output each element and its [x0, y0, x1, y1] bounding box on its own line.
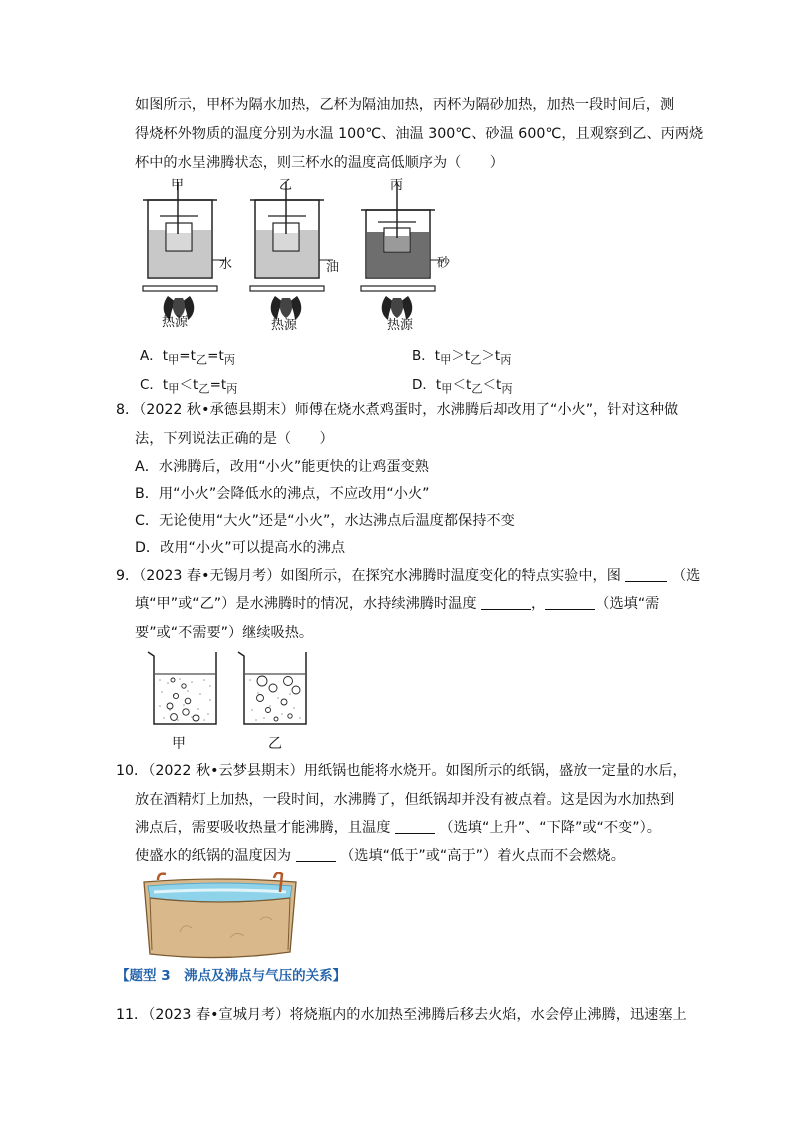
- q9-blank-1[interactable]: [625, 567, 667, 582]
- q7-option-c: C．$t_甲<t_乙=t_丙$: [140, 377, 238, 396]
- q7-beaker-figure: [140, 178, 460, 333]
- q10-blank-2[interactable]: [296, 847, 336, 862]
- q7-line-2: 得烧杯外物质的温度分别为水温 100℃、油温 300℃、砂温 600℃，且观察到乙、丙两烧: [135, 126, 704, 142]
- q10-paper-pot-figure: [140, 872, 300, 960]
- q8-line-2: 法，下列说法正确的是（ ）: [135, 431, 334, 447]
- beaker-jia-bubbles: [148, 652, 216, 724]
- q9-bubble-figure: [140, 648, 320, 750]
- beaker-label-yi: 乙: [279, 178, 293, 193]
- q7-option-d: D．$t_甲<t_乙<t_丙$: [412, 377, 513, 396]
- q10-line-3: 沸点后，需要吸收热量才能沸腾，且温度 （选填“上升”、“下降”或“不变”）。: [135, 820, 661, 836]
- beaker-label-jia: 甲: [171, 178, 185, 193]
- q11-line-1: 11．（2023 春•宣城月考）将烧瓶内的水加热至沸腾后移去火焰，水会停止沸腾，迅速塞上: [116, 1007, 687, 1023]
- section-heading: 【题型 3 沸点及沸点与气压的关系】: [116, 968, 347, 984]
- q10-line-4: 使盛水的纸锅的温度因为 （选填“低于”或“高于”）着火点而不会燃烧。: [135, 848, 625, 864]
- q9-line-3: 要”或“不需要”）继续吸热。: [135, 625, 314, 641]
- q8-option-d: D．改用“小火”可以提高水的沸点: [135, 540, 346, 556]
- q9-blank-2[interactable]: [481, 595, 531, 610]
- bubble-diagram: [140, 648, 320, 728]
- q9-blank-3[interactable]: [545, 595, 595, 610]
- q9-line-2: 填“甲”或“乙”）是水沸腾时的情况，水持续沸腾时温度 ， （选填“需: [135, 596, 660, 612]
- q9-figure-label-yi: 乙: [268, 736, 282, 752]
- beaker-side-label-sand: 砂: [437, 256, 451, 271]
- paper-pot-drawing: [140, 872, 300, 960]
- q8-line-1: 8．（2022 秋•承德县期末）师傅在烧水煮鸡蛋时，水沸腾后却改用了“小火”，针对这种做: [116, 402, 679, 418]
- q10-line-1: 10．（2022 秋•云梦县期末）用纸锅也能将水烧开。如图所示的纸锅，盛放一定量的水后，: [116, 763, 687, 779]
- q10-blank-1[interactable]: [395, 819, 435, 834]
- q9-line-1: 9．（2023 春•无锡月考）如图所示，在探究水沸腾时温度变化的特点实验中，图 （选: [116, 568, 701, 584]
- beaker-side-label-oil: 油: [326, 260, 340, 275]
- beaker-side-label-water: 水: [219, 257, 233, 272]
- heat-source-label-2: 热源: [271, 318, 298, 333]
- q7-line-1: 如图所示，甲杯为隔水加热，乙杯为隔油加热，丙杯为隔砂加热，加热一段时间后，测: [135, 97, 675, 113]
- q7-option-a: A．$t_甲=t_乙=t_丙$: [140, 348, 236, 367]
- q8-option-b: B．用“小火”会降低水的沸点，不应改用“小火”: [135, 486, 430, 502]
- heat-source-label-1: 热源: [162, 315, 189, 330]
- q7-option-b: B．$t_甲>t_乙>t_丙$: [412, 348, 512, 367]
- q8-option-c: C．无论使用“大火”还是“小火”，水达沸点后温度都保持不变: [135, 513, 515, 529]
- heat-source-label-3: 热源: [387, 318, 414, 333]
- q8-option-a: A．水沸腾后，改用“小火”能更快的让鸡蛋变熟: [135, 459, 429, 475]
- beaker-jia: [143, 182, 226, 320]
- beaker-label-bing: 丙: [390, 178, 404, 193]
- beaker-diagram: [140, 178, 460, 333]
- beaker-yi-bubbles: [238, 652, 306, 724]
- q7-line-3: 杯中的水呈沸腾状态，则三杯水的温度高低顺序为（ ）: [135, 155, 504, 171]
- q10-line-2: 放在酒精灯上加热，一段时间，水沸腾了，但纸锅却并没有被点着。这是因为水加热到: [135, 792, 675, 808]
- q9-figure-label-jia: 甲: [172, 736, 186, 752]
- beaker-bing: [361, 182, 444, 320]
- beaker-yi: [250, 182, 333, 320]
